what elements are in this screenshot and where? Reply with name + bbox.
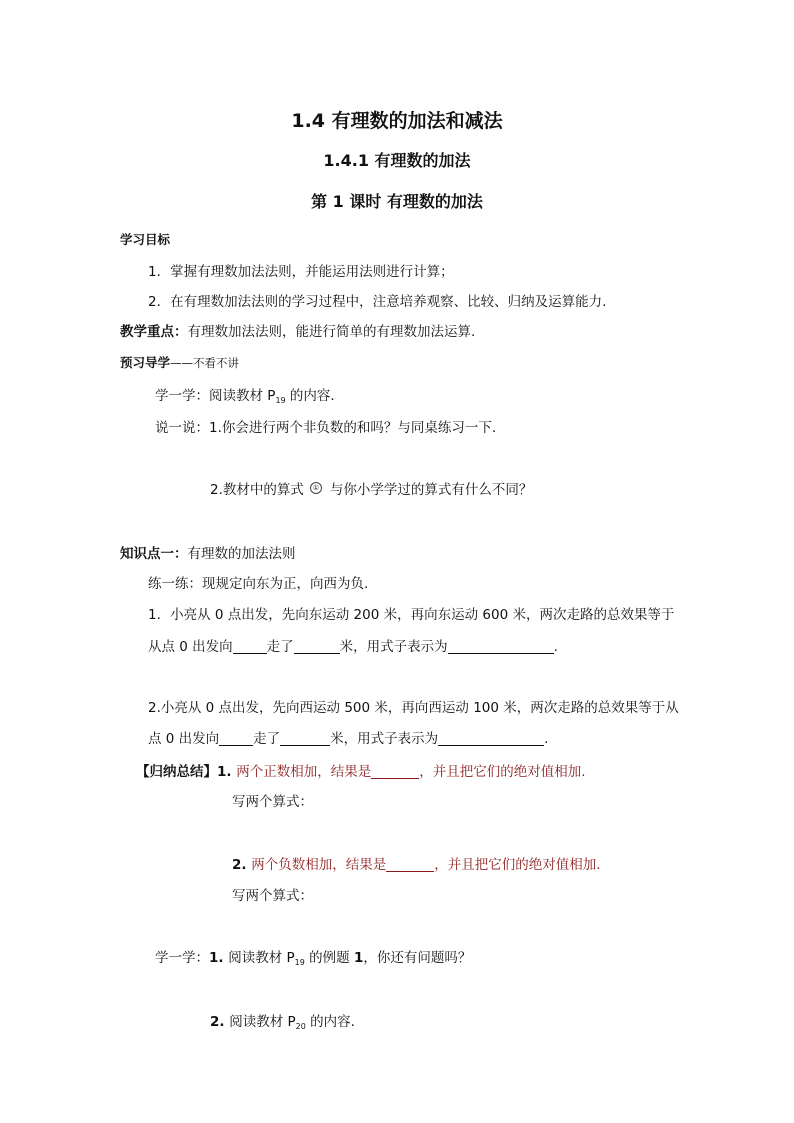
q2-suffix: 与你小学学过的算式有什么不同？ <box>329 482 533 498</box>
rule-2-number: 2. <box>232 857 252 873</box>
preview-learn-text: 学一学：阅读教材 P <box>155 388 276 404</box>
p1-distance-blank[interactable] <box>294 639 340 654</box>
summary-label: 【归纳总结】 <box>136 764 217 780</box>
lesson-title: 第 1 课时 有理数的加法 <box>311 192 483 211</box>
write-formulas-1: 写两个算式： <box>232 794 313 810</box>
summary-rule-2 <box>232 853 601 873</box>
p2-expression-blank[interactable] <box>438 731 544 746</box>
learn-item-1 <box>155 946 471 967</box>
rule-2-blank[interactable] <box>386 857 434 872</box>
learn-2-text-b: 的内容. <box>305 1014 355 1030</box>
write-formulas-2: 写两个算式： <box>232 888 313 904</box>
practice-intro: 练一练：现规定向东为正，向西为负. <box>148 576 369 592</box>
problem-1-line-1: 1．小亮从 0 点出发，先向东运动 200 米，再向东运动 600 米，两次走路的总效果等于 <box>148 607 675 623</box>
learn-2-text-a: 阅读教材 P <box>229 1014 296 1030</box>
preview-say: 说一说：1.你会进行两个非负数的和吗？与同桌练习一下. <box>155 420 497 436</box>
learn-1-text-c: ，你还有问题吗？ <box>363 950 472 966</box>
preview-heading <box>120 352 239 371</box>
main-title: 1.4 有理数的加法和减法 <box>291 110 503 132</box>
preview-note: ——不看不讲 <box>170 356 240 370</box>
preview-label: 预习导学 <box>120 355 171 370</box>
p1-text-c: 米，用式子表示为 <box>339 639 448 655</box>
objective-item-1: 1．掌握有理数加法法则，并能运用法则进行计算； <box>148 264 454 280</box>
p2-direction-blank[interactable] <box>219 731 253 746</box>
p1-end: . <box>553 639 558 655</box>
knowledge-text: 有理数的加法法则 <box>187 546 296 562</box>
objective-item-2: 2．在有理数加法法则的学习过程中，注意培养观察、比较、归纳及运算能力. <box>148 294 607 310</box>
p1-direction-blank[interactable] <box>233 639 267 654</box>
circled-one-icon: ① <box>310 482 322 494</box>
focus-line <box>120 320 475 340</box>
rule-1-number: 1. <box>217 764 237 780</box>
p1-text-a: 从点 0 出发向 <box>148 639 233 655</box>
rule-1-text-b: ，并且把它们的绝对值相加. <box>419 764 586 780</box>
preview-learn <box>155 384 335 405</box>
page-ref: 19 <box>275 396 286 405</box>
page-ref: 20 <box>295 1022 306 1031</box>
problem-2-line-1: 2.小亮从 0 点出发，先向西运动 500 米，再向西运动 100 米，两次走路的总效果等于从 <box>148 700 679 716</box>
p2-text-b: 走了 <box>253 731 281 747</box>
rule-2-text-b: ，并且把它们的绝对值相加. <box>434 857 601 873</box>
problem-2-line-2 <box>148 727 548 747</box>
learn-prefix: 学一学： <box>155 950 209 966</box>
knowledge-label: 知识点一： <box>120 546 188 562</box>
rule-1-blank[interactable] <box>371 764 419 779</box>
p1-text-b: 走了 <box>266 639 294 655</box>
learn-item-2 <box>210 1010 355 1031</box>
p2-end: . <box>544 731 549 747</box>
focus-label: 教学重点： <box>120 324 188 340</box>
example-number: 1 <box>353 950 364 966</box>
summary-rule-1 <box>136 760 586 780</box>
q2-prefix: 2.教材中的算式 <box>210 482 304 498</box>
section-title: 1.4.1 有理数的加法 <box>323 151 471 170</box>
page-ref: 19 <box>294 958 305 967</box>
rule-2-text-a: 两个负数相加，结果是 <box>251 857 387 873</box>
preview-question-2 <box>210 478 532 498</box>
rule-1-text-a: 两个正数相加，结果是 <box>236 764 372 780</box>
knowledge-heading <box>120 542 296 562</box>
p1-expression-blank[interactable] <box>448 639 554 654</box>
preview-learn-suffix: 的内容. <box>285 388 335 404</box>
learn-2-number: 2. <box>210 1014 230 1030</box>
focus-text: 有理数加法法则，能进行简单的有理数加法运算. <box>187 324 476 340</box>
learn-1-text-b: 的例题 <box>304 950 354 966</box>
problem-1-line-2 <box>148 635 558 655</box>
p2-text-c: 米，用式子表示为 <box>330 731 439 747</box>
learn-1-text-a: 阅读教材 P <box>228 950 295 966</box>
objectives-heading: 学习目标 <box>120 232 171 247</box>
p2-distance-blank[interactable] <box>280 731 330 746</box>
p2-text-a: 点 0 出发向 <box>148 731 220 747</box>
learn-1-number: 1. <box>209 950 229 966</box>
